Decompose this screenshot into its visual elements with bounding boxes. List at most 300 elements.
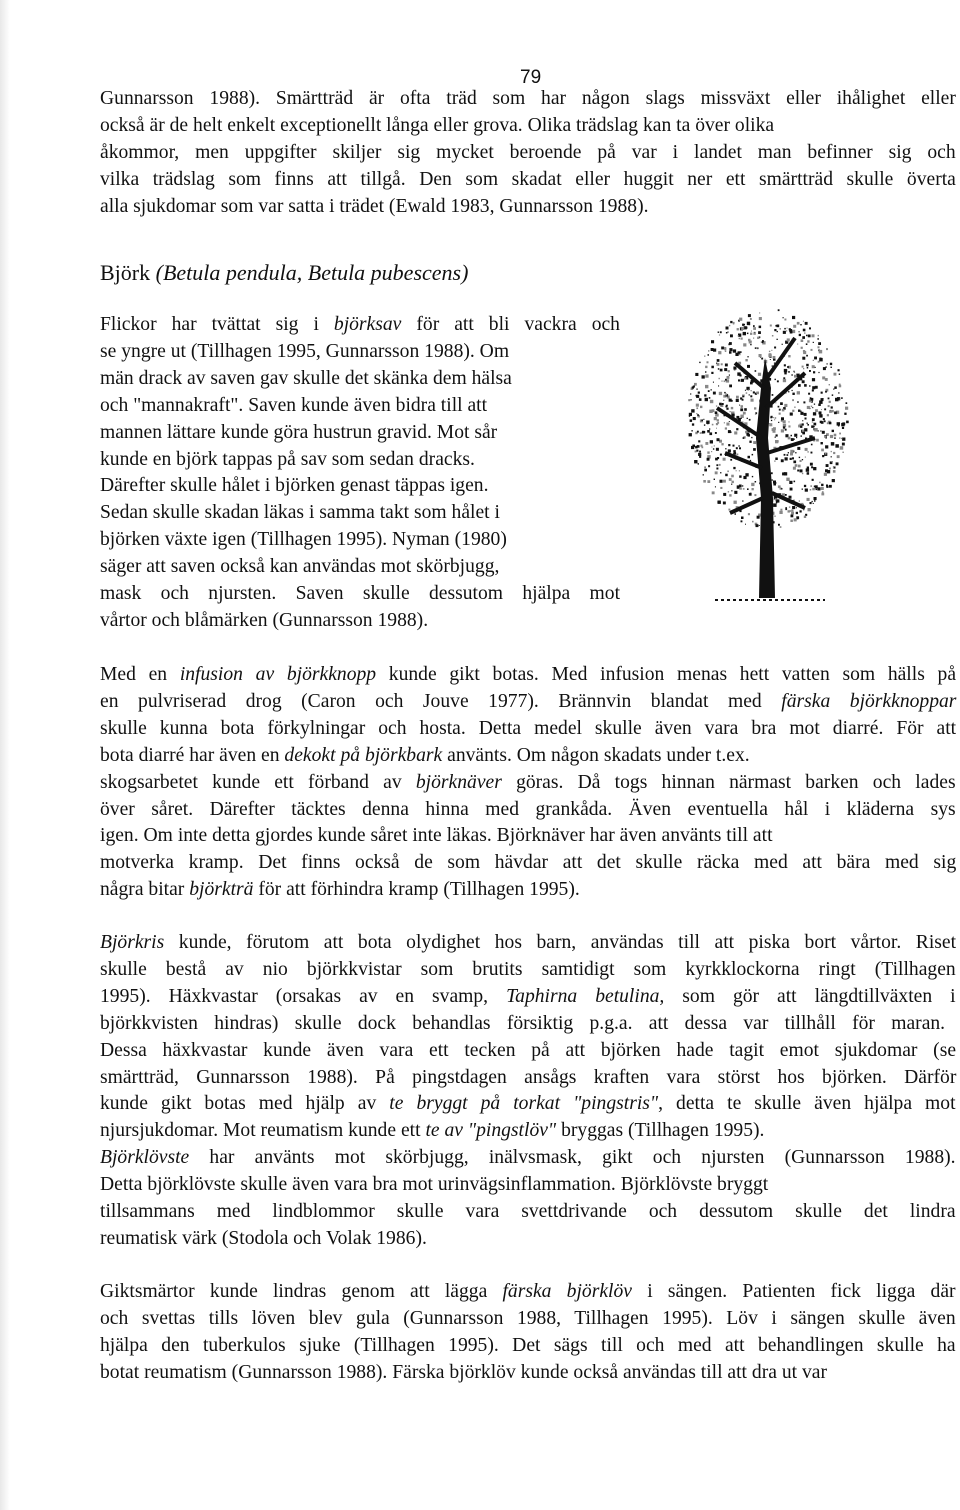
leaf-dot — [752, 476, 753, 477]
leaf-dot — [741, 327, 744, 330]
leaf-dot — [821, 484, 823, 486]
leaf-dot — [715, 486, 716, 487]
leaf-dot — [753, 391, 755, 393]
leaf-dot — [806, 364, 809, 367]
text-line: åkommor, men uppgifter skiljer sig mycket beroende på var i landet man befinner sig och — [100, 141, 956, 163]
leaf-dot — [697, 445, 700, 448]
leaf-dot — [825, 453, 827, 455]
leaf-dot — [784, 364, 786, 366]
leaf-dot — [793, 371, 794, 372]
leaf-dot — [810, 485, 812, 487]
leaf-dot — [814, 428, 818, 432]
leaf-dot — [799, 331, 800, 332]
leaf-dot — [717, 422, 719, 424]
leaf-dot — [837, 455, 840, 458]
leaf-dot — [750, 395, 752, 397]
leaf-dot — [804, 384, 807, 387]
leaf-dot — [757, 337, 759, 339]
leaf-dot — [786, 478, 789, 481]
leaf-dot — [748, 390, 749, 391]
leaf-dot — [705, 385, 708, 388]
leaf-dot — [803, 351, 806, 354]
leaf-dot — [784, 328, 786, 330]
leaf-dot — [812, 334, 815, 337]
text-line: kunde en björk tappas på sav som sedan dracks. — [100, 448, 475, 470]
leaf-dot — [755, 481, 757, 483]
leaf-dot — [730, 411, 731, 412]
leaf-dot — [779, 409, 781, 411]
leaf-dot — [833, 470, 836, 473]
leaf-dot — [762, 340, 764, 342]
text-line: bota diarré har även en dekokt på björkbark använts. Om någon skadats under t.ex. — [100, 744, 750, 766]
leaf-dot — [721, 347, 724, 350]
leaf-dot — [800, 510, 802, 512]
leaf-dot — [708, 350, 709, 351]
leaf-dot — [740, 415, 743, 418]
leaf-dot — [788, 437, 791, 440]
leaf-dot — [721, 381, 722, 382]
leaf-dot — [739, 487, 741, 489]
leaf-dot — [814, 357, 817, 360]
leaf-dot — [784, 369, 787, 372]
leaf-dot — [812, 418, 815, 421]
leaf-dot — [755, 370, 757, 372]
leaf-dot — [792, 390, 793, 391]
leaf-dot — [698, 440, 700, 442]
leaf-dot — [817, 338, 819, 340]
leaf-dot — [719, 334, 720, 335]
leaf-dot — [843, 452, 844, 453]
leaf-dot — [756, 524, 759, 527]
leaf-dot — [811, 444, 813, 446]
leaf-dot — [721, 443, 723, 445]
leaf-dot — [804, 413, 807, 416]
leaf-dot — [785, 508, 787, 510]
leaf-dot — [709, 432, 712, 435]
leaf-dot — [834, 434, 837, 437]
leaf-dot — [789, 506, 790, 507]
leaf-dot — [757, 516, 760, 519]
leaf-dot — [819, 411, 822, 414]
leaf-dot — [747, 418, 748, 419]
leaf-dot — [787, 454, 789, 456]
leaf-dot — [771, 416, 773, 418]
leaf-dot — [736, 399, 739, 402]
leaf-dot — [778, 524, 780, 526]
leaf-dot — [816, 439, 819, 442]
leaf-dot — [809, 370, 811, 372]
leaf-dot — [727, 471, 729, 473]
leaf-dot — [828, 405, 830, 407]
leaf-dot — [739, 470, 740, 471]
leaf-dot — [747, 333, 749, 335]
leaf-dot — [783, 317, 784, 318]
leaf-dot — [705, 371, 706, 372]
leaf-dot — [810, 397, 812, 399]
text-line: reumatisk värk (Stodola och Volak 1986). — [100, 1227, 427, 1249]
leaf-dot — [819, 414, 822, 417]
leaf-dot — [743, 488, 745, 490]
leaf-dot — [830, 435, 833, 438]
leaf-dot — [729, 494, 731, 496]
text-line: Med en infusion av björkknopp kunde gikt botas. Med infusion menas hett vatten som hälls på — [100, 664, 957, 685]
leaf-dot — [841, 397, 843, 399]
leaf-dot — [716, 448, 719, 451]
leaf-dot — [831, 442, 835, 446]
leaf-dot — [799, 457, 800, 458]
leaf-dot — [810, 502, 812, 504]
leaf-dot — [803, 329, 806, 332]
leaf-dot — [749, 419, 751, 421]
leaf-dot — [738, 335, 739, 336]
leaf-dot — [745, 524, 746, 525]
leaf-dot — [688, 399, 690, 401]
leaf-dot — [690, 419, 693, 422]
leaf-dot — [769, 351, 770, 352]
text-line: alla sjukdomar som var satta i trädet (Ewald 1983, Gunnarsson 1988). — [100, 195, 649, 217]
leaf-dot — [833, 389, 834, 390]
text-line: smärtträd, Gunnarsson 1988). På pingstdagen ansågs kraften vara störst hos björken. Därför — [100, 1066, 957, 1088]
leaf-dot — [717, 457, 719, 459]
leaf-dot — [751, 483, 754, 486]
leaf-dot — [777, 331, 778, 332]
leaf-dot — [754, 407, 756, 409]
leaf-dot — [818, 430, 819, 431]
leaf-dot — [743, 437, 745, 439]
leaf-dot — [814, 404, 815, 405]
leaf-dot — [743, 412, 746, 415]
leaf-dot — [840, 446, 844, 450]
leaf-dot — [829, 468, 831, 470]
leaf-dot — [770, 325, 772, 327]
leaf-dot — [827, 363, 828, 364]
leaf-dot — [807, 424, 809, 426]
leaf-dot — [727, 376, 730, 379]
leaf-dot — [699, 398, 702, 401]
leaf-dot — [743, 332, 746, 335]
leaf-dot — [725, 364, 728, 367]
leaf-dot — [802, 432, 805, 435]
leaf-dot — [771, 420, 772, 421]
leaf-dot — [775, 417, 777, 419]
leaf-dot — [734, 491, 737, 494]
leaf-dot — [704, 356, 705, 357]
leaf-dot — [789, 329, 792, 332]
leaf-dot — [725, 393, 727, 395]
leaf-dot — [821, 442, 823, 444]
leaf-dot — [742, 399, 744, 401]
leaf-dot — [738, 351, 741, 354]
leaf-dot — [753, 441, 756, 444]
leaf-dot — [739, 475, 741, 477]
leaf-dot — [805, 418, 807, 420]
leaf-dot — [800, 424, 802, 426]
text-line: björkkvisten hindras) skulle dock behandlas försiktig p.g.a. att dessa var tillhåll för maran. — [100, 1012, 946, 1034]
text-line: över såret. Därefter täcktes denna hinna med grankåda. Även eventuella hål i kläderna sys — [100, 798, 956, 820]
leaf-dot — [812, 378, 815, 381]
leaf-dot — [704, 469, 707, 472]
leaf-dot — [806, 468, 809, 471]
leaf-dot — [802, 459, 803, 460]
leaf-dot — [758, 331, 761, 334]
leaf-dot — [811, 466, 813, 468]
leaf-dot — [824, 436, 826, 438]
leaf-dot — [739, 338, 740, 339]
leaf-dot — [733, 322, 735, 324]
text-line: igen. Om inte detta gjordes kunde såret inte läkas. Björknäver har även använts till att — [100, 825, 773, 847]
text-line: se yngre ut (Tillhagen 1995, Gunnarsson 1988). Om — [100, 340, 510, 362]
leaf-dot — [834, 373, 837, 376]
leaf-dot — [797, 344, 798, 345]
leaf-dot — [782, 409, 785, 412]
leaf-dot — [692, 423, 694, 425]
leaf-dot — [798, 384, 801, 387]
leaf-dot — [778, 309, 780, 311]
leaf-dot — [759, 354, 762, 357]
leaf-dot — [736, 396, 739, 399]
leaf-dot — [813, 467, 816, 470]
leaf-dot — [725, 474, 728, 477]
leaf-dot — [726, 408, 728, 410]
leaf-dot — [703, 419, 704, 420]
leaf-dot — [824, 420, 826, 422]
leaf-dot — [733, 445, 735, 447]
leaf-dot — [827, 414, 829, 416]
leaf-dot — [730, 321, 732, 323]
leaf-dot — [723, 502, 726, 505]
leaf-dot — [691, 430, 692, 431]
leaf-dot — [834, 437, 836, 439]
leaf-dot — [770, 359, 771, 360]
leaf-dot — [834, 412, 837, 415]
leaf-dot — [797, 470, 799, 472]
leaf-dot — [829, 422, 832, 425]
leaf-dot — [787, 338, 790, 341]
leaf-dot — [724, 422, 725, 423]
leaf-dot — [734, 431, 737, 434]
leaf-dot — [742, 500, 743, 501]
leaf-dot — [718, 385, 719, 386]
leaf-dot — [689, 413, 692, 416]
leaf-dot — [695, 451, 697, 453]
leaf-dot — [841, 438, 842, 439]
leaf-dot — [800, 412, 803, 415]
text-line: också är de helt enkelt exceptionellt långa eller grova. Olika trädslag kan ta över olika — [100, 114, 775, 136]
leaf-dot — [717, 363, 720, 366]
leaf-dot — [773, 417, 774, 418]
heading-latin-names: (Betula pendula, Betula pubescens) — [155, 260, 469, 285]
leaf-dot — [712, 409, 715, 412]
leaf-dot — [784, 372, 786, 374]
leaf-dot — [809, 327, 811, 329]
leaf-dot — [775, 379, 776, 380]
leaf-dot — [747, 488, 749, 490]
leaf-dot — [791, 515, 794, 518]
leaf-dot — [825, 391, 827, 393]
leaf-dot — [812, 488, 815, 491]
leaf-dot — [792, 506, 795, 509]
leaf-dot — [792, 393, 794, 395]
leaf-dot — [792, 410, 794, 412]
leaf-dot — [774, 516, 775, 517]
leaf-dot — [808, 393, 810, 395]
leaf-dot — [704, 424, 705, 425]
leaf-dot — [720, 454, 722, 456]
leaf-dot — [792, 399, 794, 401]
leaf-dot — [759, 317, 762, 320]
leaf-dot — [748, 456, 751, 459]
leaf-dot — [774, 460, 775, 461]
leaf-dot — [772, 428, 775, 431]
leaf-dot — [746, 392, 748, 394]
leaf-dot — [711, 366, 714, 369]
leaf-dot — [810, 463, 813, 466]
leaf-dot — [806, 343, 808, 345]
birch-leaf-paragraph — [100, 1279, 956, 1387]
leaf-dot — [715, 411, 718, 414]
text-line: motverka kramp. Det finns också de som hävdar att det skulle räcka med att bära med sig — [100, 852, 957, 874]
leaf-dot — [725, 448, 726, 449]
leaf-dot — [777, 339, 778, 340]
leaf-dot — [842, 438, 845, 441]
leaf-dot — [797, 391, 800, 394]
leaf-dot — [793, 461, 796, 464]
leaf-dot — [793, 467, 796, 470]
leaf-dot — [822, 455, 824, 457]
leaf-dot — [696, 395, 698, 397]
leaf-dot — [693, 417, 696, 420]
leaf-dot — [728, 491, 729, 492]
leaf-dot — [698, 392, 700, 394]
leaf-dot — [713, 448, 714, 449]
leaf-dot — [792, 457, 794, 459]
leaf-dot — [798, 410, 800, 412]
leaf-dot — [736, 353, 738, 355]
leaf-dot — [800, 411, 801, 412]
leaf-dot — [732, 481, 734, 483]
leaf-dot — [773, 503, 777, 507]
leaf-dot — [746, 433, 749, 436]
leaf-dot — [750, 333, 752, 335]
leaf-dot — [716, 464, 718, 466]
leaf-dot — [743, 476, 746, 479]
leaf-dot — [705, 442, 708, 445]
leaf-dot — [831, 456, 832, 457]
leaf-dot — [729, 385, 732, 388]
leaf-dot — [773, 481, 776, 484]
leaf-dot — [791, 374, 792, 375]
leaf-dot — [772, 479, 773, 480]
leaf-dot — [712, 491, 715, 494]
leaf-dot — [724, 392, 726, 394]
leaf-dot — [803, 368, 804, 369]
leaf-dot — [784, 404, 787, 407]
leaf-dot — [799, 500, 800, 501]
leaf-dot — [801, 339, 804, 342]
leaf-dot — [818, 335, 819, 336]
leaf-dot — [698, 463, 699, 464]
leaf-dot — [810, 489, 812, 491]
leaf-dot — [711, 348, 714, 351]
leaf-dot — [706, 421, 709, 424]
leaf-dot — [689, 433, 692, 436]
leaf-dot — [788, 371, 790, 373]
leaf-dot — [794, 481, 796, 483]
leaf-dot — [723, 480, 726, 483]
leaf-dot — [796, 516, 799, 519]
leaf-dot — [781, 459, 784, 462]
leaf-dot — [795, 464, 798, 467]
leaf-dot — [818, 372, 819, 373]
leaf-dot — [718, 368, 720, 370]
leaf-dot — [836, 462, 839, 465]
leaf-dot — [771, 350, 772, 351]
leaf-dot — [724, 380, 726, 382]
leaf-dot — [704, 394, 706, 396]
leaf-dot — [788, 510, 790, 512]
leaf-dot — [719, 403, 722, 406]
leaf-dot — [744, 377, 746, 379]
leaf-dot — [711, 389, 712, 390]
leaf-dot — [731, 400, 733, 402]
leaf-dot — [779, 511, 782, 514]
leaf-dot — [827, 422, 829, 424]
leaf-dot — [800, 324, 801, 325]
text-line: Flickor har tvättat sig i björksav för att bli vackra och — [100, 314, 620, 335]
leaf-dot — [784, 454, 786, 456]
leaf-dot — [733, 367, 736, 370]
leaf-dot — [826, 485, 828, 487]
leaf-dot — [831, 367, 832, 368]
leaf-dot — [790, 458, 792, 460]
leaf-dot — [710, 400, 713, 403]
leaf-dot — [741, 517, 744, 520]
text-line: skulle kunna bota förkylningar och hosta. Detta medel skulle även vara bra mot diarré. För att — [100, 717, 957, 739]
leaf-dot — [719, 378, 720, 379]
leaf-dot — [832, 430, 834, 432]
leaf-dot — [819, 350, 823, 354]
leaf-dot — [709, 397, 711, 399]
leaf-dot — [812, 389, 814, 391]
leaf-dot — [741, 379, 744, 382]
leaf-dot — [771, 472, 773, 474]
text-line: vårtor och blåmärken (Gunnarsson 1988). — [100, 609, 429, 631]
leaf-dot — [800, 460, 802, 462]
leaf-dot — [788, 355, 790, 357]
leaf-dot — [827, 470, 830, 473]
leaf-dot — [714, 445, 715, 446]
text-line: några bitar björkträ för att förhindra kramp (Tillhagen 1995). — [100, 879, 580, 901]
leaf-dot — [806, 335, 808, 337]
leaf-dot — [783, 426, 785, 428]
leaf-dot — [726, 332, 728, 334]
leaf-dot — [699, 456, 701, 458]
text-line: botat reumatism (Gunnarsson 1988). Färska björklöv kunde också användas till att dra ut var — [100, 1361, 827, 1383]
leaf-dot — [788, 425, 790, 427]
leaf-dot — [737, 328, 739, 330]
leaf-dot — [725, 351, 727, 353]
leaf-dot — [791, 509, 793, 511]
leaf-dot — [781, 429, 784, 432]
text-line: vilka trädslag som finns att tillgå. Den som skadat eller huggit ner ett smärtträd skulle överta — [100, 168, 956, 190]
leaf-dot — [821, 421, 824, 424]
leaf-dot — [825, 445, 828, 448]
leaf-dot — [814, 497, 817, 500]
leaf-dot — [720, 472, 721, 473]
leaf-dot — [788, 391, 789, 392]
leaf-dot — [802, 366, 804, 368]
leaf-dot — [701, 420, 703, 422]
